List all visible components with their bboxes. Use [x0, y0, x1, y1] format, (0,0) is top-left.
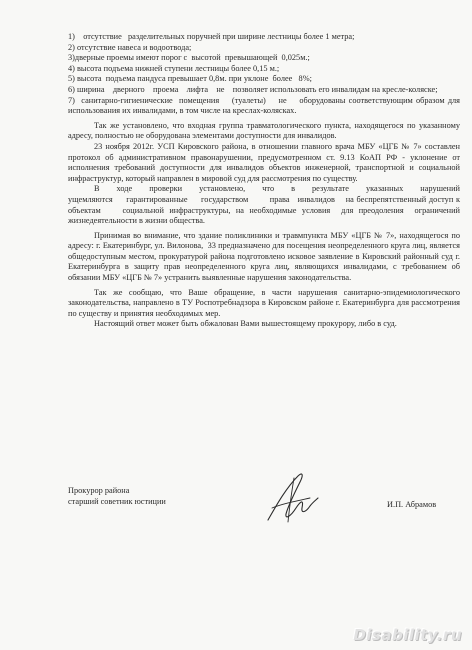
- paragraph-trauma-entrance: Так же установлено, что входная группа травматологического пункта, находящегося по указанному адресу, полностью не оборудована элементами доступности для инвалидов.: [68, 120, 460, 141]
- signatory-title: [68, 486, 166, 507]
- handwritten-signature: [258, 468, 328, 530]
- list-item-3: 3)дверные проемы имеют порог с высотой превышающей 0,025м.;: [68, 53, 310, 63]
- signatory-name: И.П. Абрамов: [387, 500, 437, 509]
- list-item-7: 7) санитарно-гигиенические помещения (туалеты) не оборудованы соответствующим образом для использования их инвалидами, в том числе на креслах-колясках.: [68, 95, 460, 116]
- paragraph-rospotrebnadzor: Так же сообщаю, что Ваше обращение, в части нарушения санитарно-эпидемиологического законодательства, направлено в ТУ Роспотребнадзора в Кировском районе г. Екатеринбурга для рассмотрения по существу и принятия необходимых мер.: [68, 287, 460, 318]
- paragraph-violations: В ходе проверки установлено, что в результате указанных нарушений ущемляются гарантированные государством права инвалидов на беспрепятственный доступ к объектам социальной инфраструктуры, на необходимые условия для преодоления ограничений жизнедеятельности в жизни общества.: [68, 184, 460, 226]
- list-item-4: 4) высота подъема нижней ступени лестницы более 0,15 м.;: [68, 63, 280, 73]
- list-item-1: 1) отсутствие разделительных поручней при ширине лестницы более 1 метра;: [68, 32, 355, 41]
- list-item-6: 6) ширина дверного проема лифта не позволяет использовать его инвалидам на кресле-коляске;: [68, 84, 438, 94]
- document-body: [68, 32, 460, 330]
- watermark-logo: Disability.ru: [353, 626, 462, 644]
- paragraph-lawsuit: Принимая во внимание, что здание поликлиники и травмпункта МБУ «ЦГБ № 7», находящегося по адресу: г. Екатеринбург, ул. Вилонова, 33 предназначено для посещения неопределенного круга лиц, является общедоступным местом, прокуратурой района подготовлено исковое заявление в Кировский районный суд г. Екатеринбурга в защиту прав неопределенного круга лиц, являющихся инвалидами, с требованием об обязании МБУ «ЦГБ № 7» устранить выявленные нарушения законодательства.: [68, 230, 460, 283]
- signatory-rank: старший советник юстиции: [68, 496, 166, 506]
- list-item-2: 2) отсутствие навеса и водоотвода;: [68, 42, 192, 52]
- paragraph-protocol: 23 ноября 2012г. УСП Кировского района, в отношении главного врача МБУ «ЦГБ № 7» составлен протокол об административном правонарушении, предусмотренном ст. 9.13 КоАП РФ - уклонение от исполнения требований доступности для инвалидов объектов инженерной, транспортной и социальной инфраструктур, который направлен в мировой суд для рассмотрения по существу.: [68, 141, 460, 183]
- list-item-5: 5) высота подъема пандуса превышает 0,8м. при уклоне более 8%;: [68, 74, 312, 84]
- paragraph-appeal: Настоящий ответ может быть обжалован Вами вышестоящему прокурору, либо в суд.: [94, 319, 397, 329]
- signatory-position: Прокурор района: [68, 486, 130, 495]
